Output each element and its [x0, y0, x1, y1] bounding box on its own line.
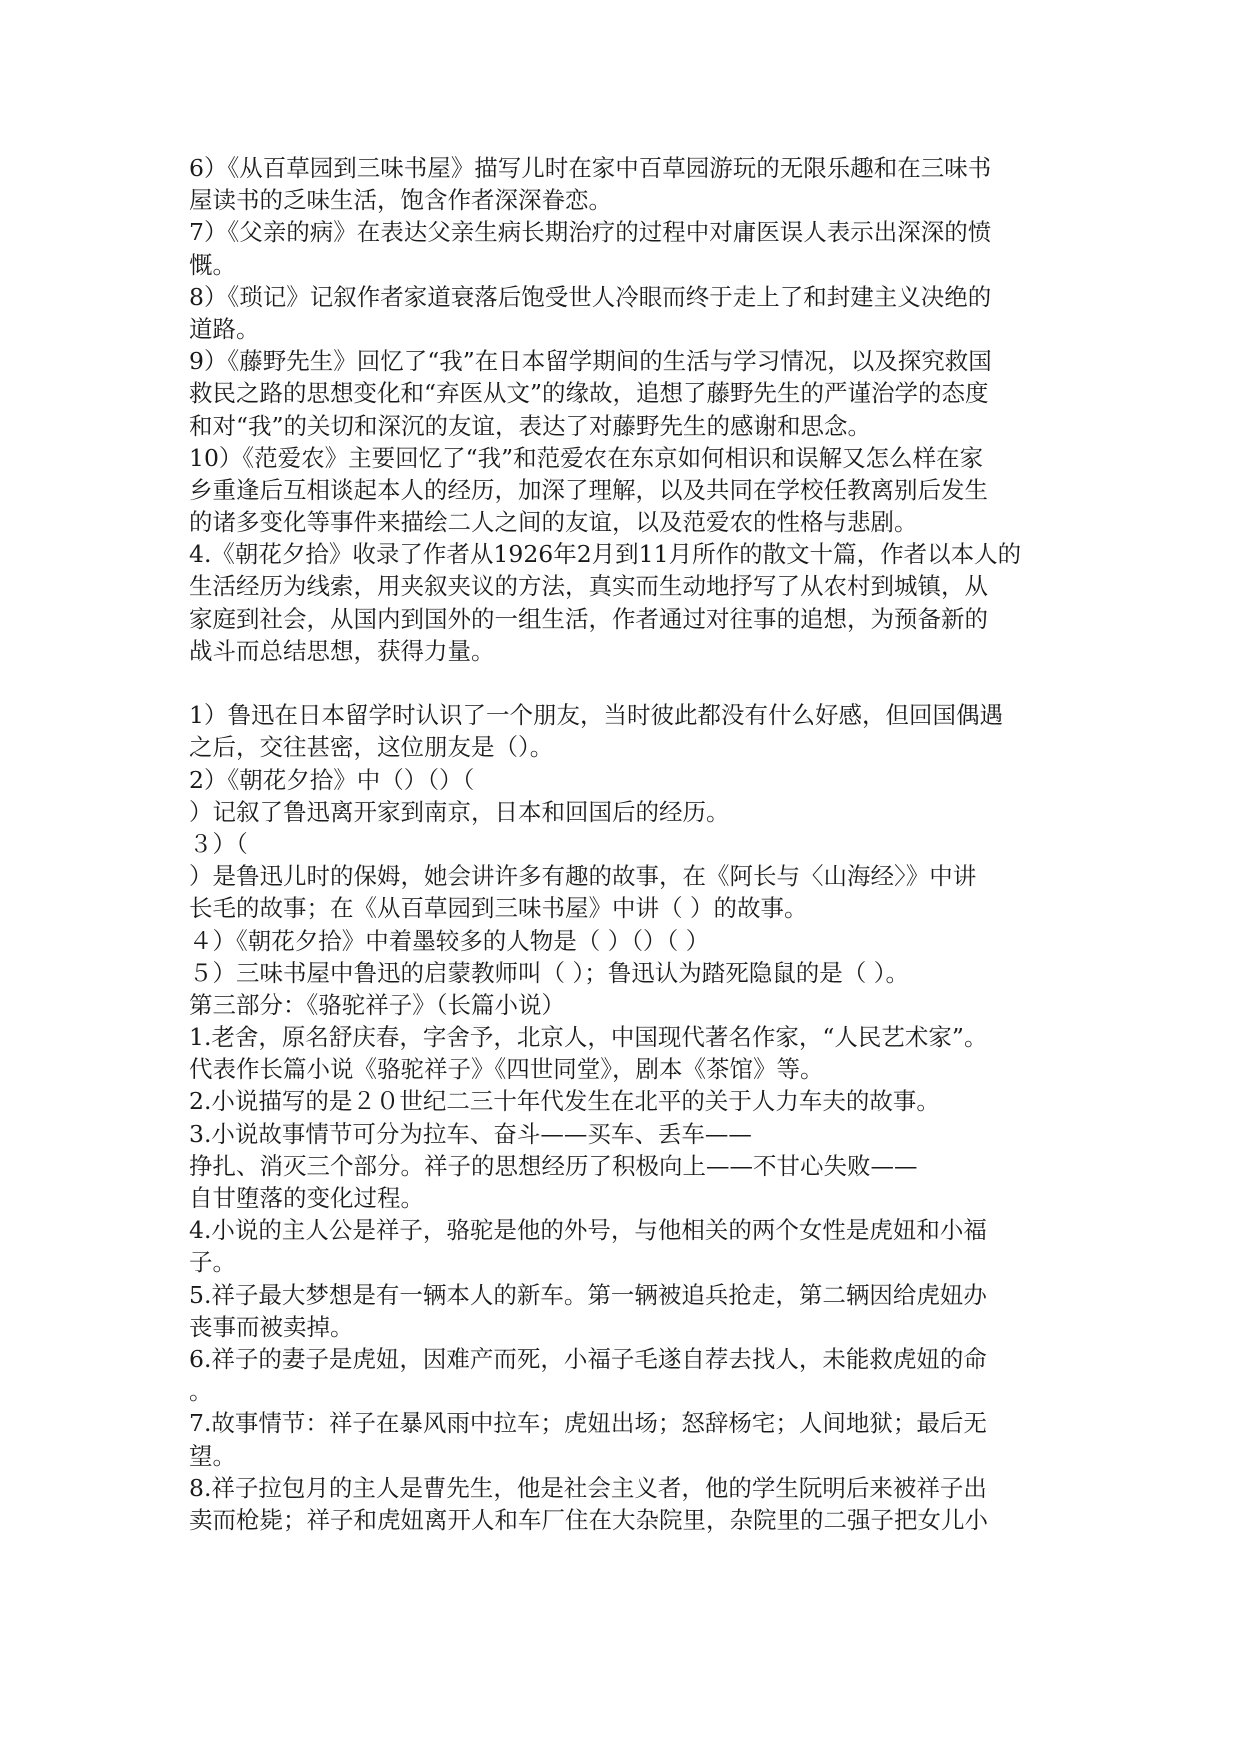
text-line: 挣扎、消灭三个部分。祥子的思想经历了积极向上——不甘心失败——	[189, 1151, 918, 1180]
text-line: 4.小说的主人公是祥子，骆驼是他的外号，与他相关的两个女性是虎妞和小福	[189, 1216, 987, 1245]
text-line: 3.小说故事情节可分为拉车、奋斗——买车、丢车——	[189, 1119, 752, 1148]
text-line: 10）《范爱农》主要回忆了“我”和范爱农在东京如何相识和误解又怎么样在家	[189, 443, 984, 472]
text-line: 2.小说描写的是２０世纪二三十年代发生在北平的关于人力车夫的故事。	[189, 1087, 940, 1116]
text-line: 代表作长篇小说《骆驼祥子》《四世同堂》，剧本《茶馆》等。	[189, 1055, 824, 1084]
text-line: 的诸多变化等事件来描绘二人之间的友谊，以及范爱农的性格与悲剧。	[189, 508, 918, 537]
text-line: 生活经历为线索，用夹叙夹议的方法，真实而生动地抒写了从农村到城镇，从	[189, 572, 988, 601]
section-heading: 第三部分：《骆驼祥子》（长篇小说）	[189, 990, 565, 1019]
text-line: 8）《琐记》记叙作者家道衰落后饱受世人冷眼而终于走上了和封建主义决绝的	[189, 282, 992, 311]
text-line: 望。	[189, 1441, 236, 1470]
question-line: ）是鲁迅儿时的保姆，她会讲许多有趣的故事，在《阿长与〈山海经〉》中讲	[189, 862, 977, 891]
document-body	[189, 152, 1069, 1536]
question-line: ４）《朝花夕拾》中着墨较多的人物是（ ）（）（ ）	[189, 926, 710, 955]
paragraph-spacer	[189, 667, 1069, 699]
text-line: 慨。	[189, 250, 236, 279]
question-line: 2）《朝花夕拾》中（）（）（	[189, 765, 475, 794]
text-line: 自甘堕落的变化过程。	[189, 1184, 424, 1212]
text-line: 战斗而总结思想，获得力量。	[189, 636, 495, 665]
text-line: 丧事而被卖掉。	[189, 1312, 354, 1341]
text-line: 乡重逢后互相谈起本人的经历，加深了理解，以及共同在学校任教离别后发生	[189, 475, 988, 504]
text-line: 救民之路的思想变化和“弃医从文”的缘故，追想了藤野先生的严谨治学的态度	[189, 379, 989, 408]
text-line: 屋读书的乏味生活，饱含作者深深眷恋。	[189, 186, 612, 215]
text-line: 卖而枪毙；祥子和虎妞离开人和车厂住在大杂院里，杂院里的二强子把女儿小	[189, 1505, 988, 1534]
text-line: 子。	[189, 1248, 236, 1277]
question-line: 长毛的故事；在《从百草园到三味书屋》中讲（ ）的故事。	[189, 894, 808, 923]
question-line: ５）三味书屋中鲁迅的启蒙教师叫（ ）；鲁迅认为踏死隐鼠的是（ ）。	[189, 958, 909, 987]
text-line: 道路。	[189, 314, 260, 343]
text-line: 9）《藤野先生》回忆了“我”在日本留学期间的生活与学习情况，以及探究救国	[189, 347, 992, 376]
question-line: ３）（	[189, 829, 248, 858]
question-line: 1）鲁迅在日本留学时认识了一个朋友，当时彼此都没有什么好感，但回国偶遇	[189, 701, 1003, 730]
text-line: 和对“我”的关切和深沉的友谊，表达了对藤野先生的感谢和思念。	[189, 411, 872, 440]
question-line: 之后，交往甚密，这位朋友是（）。	[189, 733, 554, 762]
question-line: ）记叙了鲁迅离开家到南京，日本和回国后的经历。	[189, 797, 730, 826]
text-line: 。	[189, 1377, 213, 1406]
text-line: 5.祥子最大梦想是有一辆本人的新车。第一辆被追兵抢走，第二辆因给虎妞办	[189, 1280, 987, 1309]
text-line: 7）《父亲的病》在表达父亲生病长期治疗的过程中对庸医误人表示出深深的愤	[189, 218, 992, 247]
text-line: 6.祥子的妻子是虎妞，因难产而死，小福子毛遂自荐去找人，未能救虎妞的命	[189, 1344, 987, 1373]
text-line: 8.祥子拉包月的主人是曹先生，他是社会主义者，他的学生阮明后来被祥子出	[189, 1473, 987, 1502]
text-line: 7.故事情节：祥子在暴风雨中拉车；虎妞出场；怒辞杨宅；人间地狱；最后无	[189, 1409, 987, 1438]
text-line: 6）《从百草园到三味书屋》描写儿时在家中百草园游玩的无限乐趣和在三味书	[189, 154, 992, 182]
text-line: 家庭到社会，从国内到国外的一组生活，作者通过对往事的追想，为预备新的	[189, 604, 988, 633]
text-line: 1.老舍，原名舒庆春，字舍予，北京人，中国现代著名作家，“人民艺术家”。	[189, 1023, 988, 1052]
text-line: 4.《朝花夕拾》收录了作者从1926年2月到11月所作的散文十篇，作者以本人的	[189, 540, 1022, 569]
